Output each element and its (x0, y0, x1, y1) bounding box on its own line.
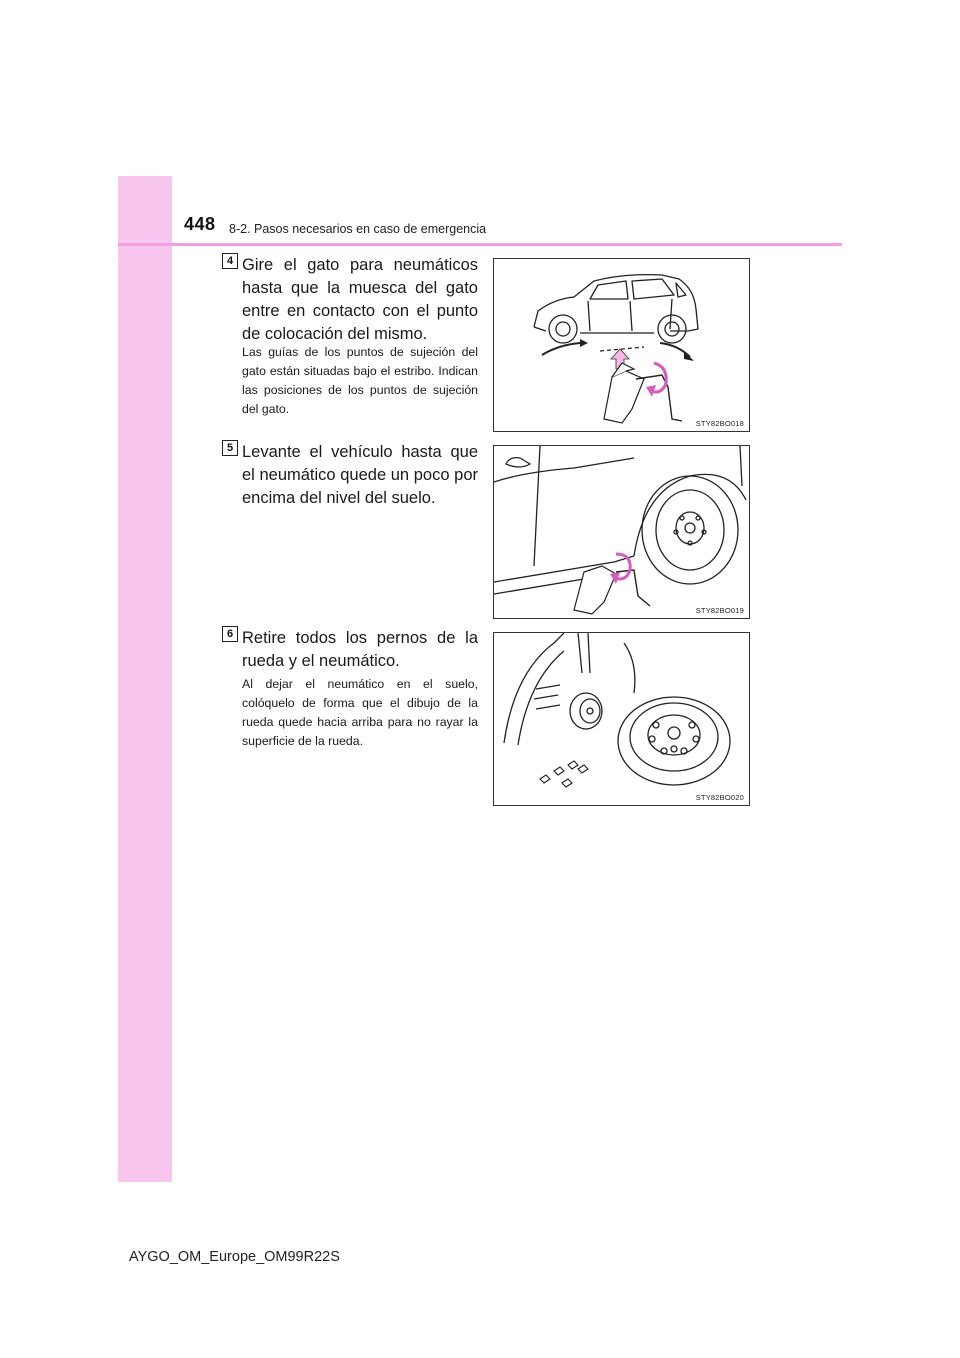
step-instruction: Gire el gato para neumáticos hasta que la muesca del gato entre en contacto con el punto de colocación del mismo. (242, 256, 478, 343)
figure-lift-vehicle (493, 445, 750, 619)
wheel-lifted-illustration (494, 446, 750, 619)
page-number: 448 (184, 214, 216, 234)
step-number-badge: 5 (222, 440, 238, 456)
step-instruction: Retire todos los pernos de la rueda y el neumático. (242, 629, 478, 670)
step-number-badge: 4 (222, 253, 238, 269)
document-code: AYGO_OM_Europe_OM99R22S (129, 1249, 340, 1265)
figure-code: STY82BO020 (695, 793, 744, 802)
car-side-jack-illustration (494, 259, 750, 432)
figure-remove-wheel (493, 632, 750, 806)
section-title: 8-2. Pasos necesarios en caso de emergencia (229, 222, 487, 236)
step-instruction: Levante el vehículo hasta que el neumático quede un poco por encima del nivel del suelo. (242, 443, 478, 507)
side-tab-band (118, 176, 172, 1182)
figure-code: STY82BO019 (695, 606, 744, 615)
tire-removed-illustration (494, 633, 750, 806)
figure-code: STY82BO018 (695, 419, 744, 428)
header-rule (118, 243, 842, 246)
step-note: Al dejar el neumático en el suelo, colóquelo de forma que el dibujo de la rueda quede hacia arriba para no rayar la superficie de la rueda. (242, 677, 478, 748)
step-note: Las guías de los puntos de sujeción del gato están situadas bajo el estribo. Indican las posiciones de los puntos de sujeción del gato. (242, 345, 478, 416)
step-number-badge: 6 (222, 626, 238, 642)
figure-jack-position (493, 258, 750, 432)
